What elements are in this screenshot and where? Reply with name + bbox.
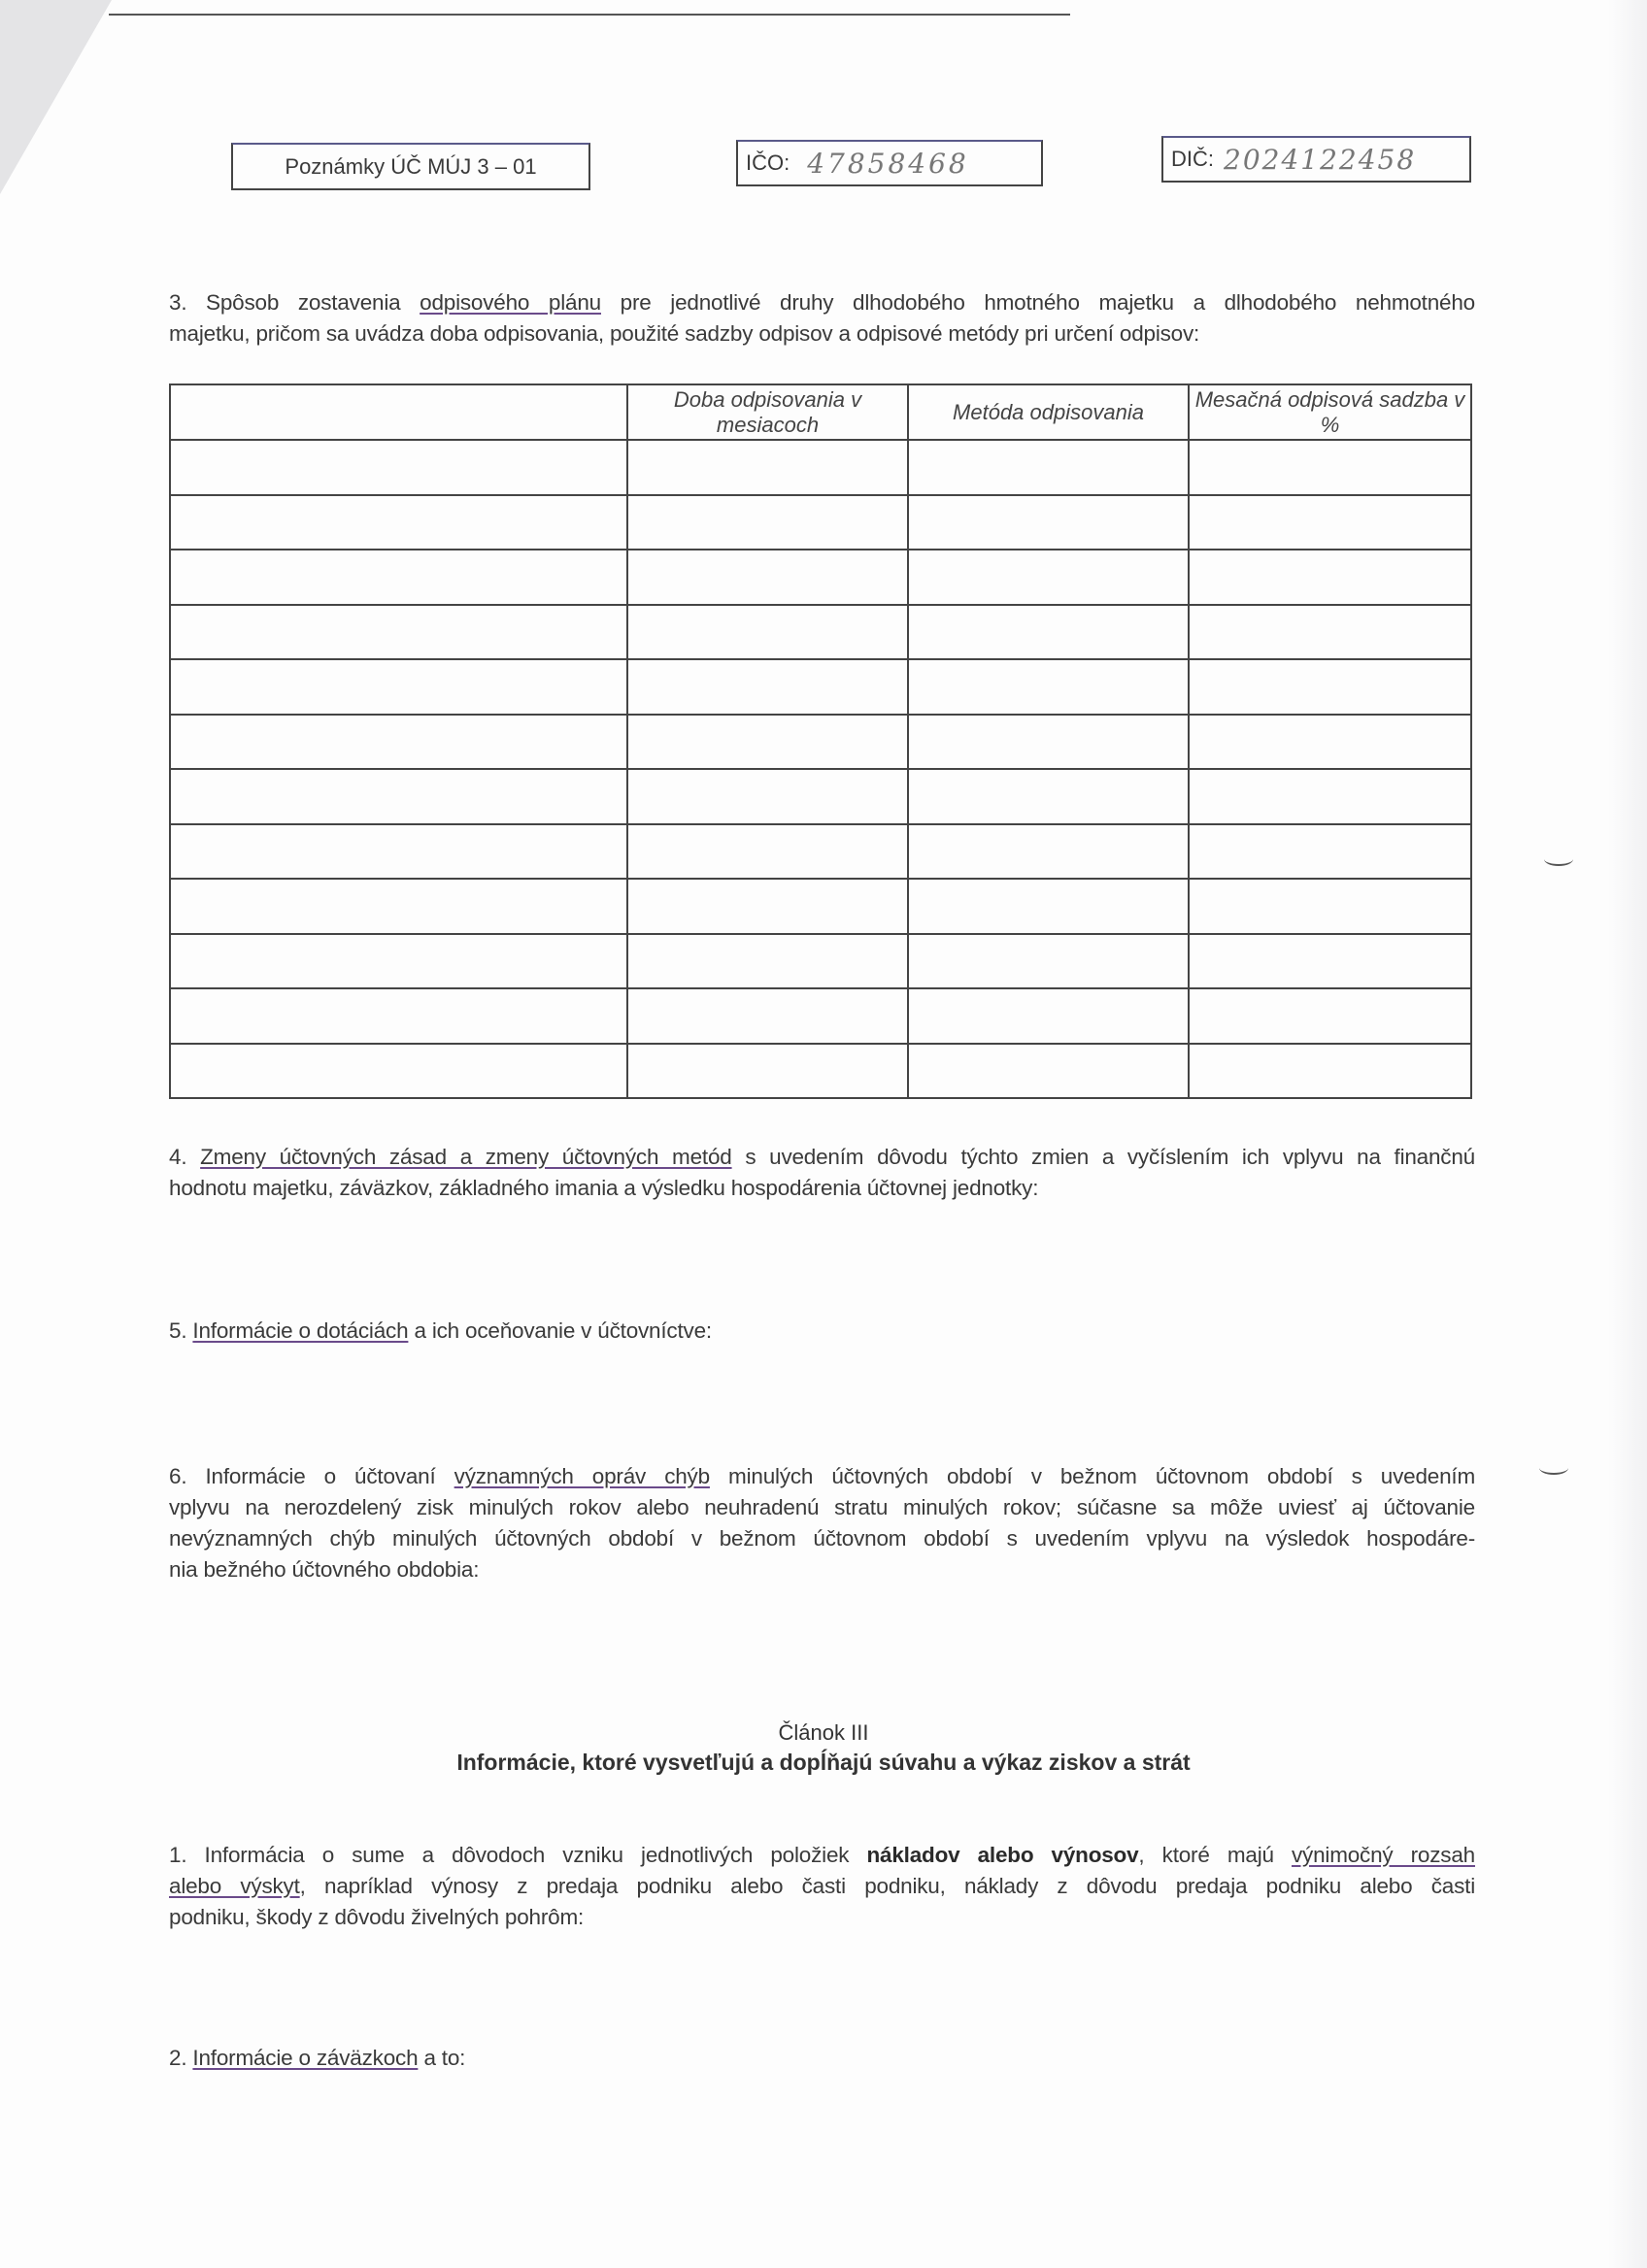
folded-corner: [0, 0, 112, 194]
table-cell[interactable]: [908, 605, 1189, 660]
table-row: [170, 440, 1471, 495]
section-6-text: 6. Informácie o účtovaní významných opráv chýb minulých účtovných období v bežnom účtovnom období s uvedením vplyvu na nerozdelený zisk minulých rokov alebo neuhradenú stratu minulých rokov; súčasne sa môže uviesť aj účtovanie nevýznamných chýb minulých účtovných období v bežnom účtovnom období s uvedením vplyvu na výsledok hospodáre- nia bežného účtovného obdobia:: [169, 1464, 1475, 1582]
table-cell[interactable]: [908, 988, 1189, 1044]
table-cell[interactable]: [627, 769, 908, 824]
table-row: [170, 659, 1471, 715]
table-cell[interactable]: [170, 879, 627, 934]
table-cell[interactable]: [170, 605, 627, 660]
table-cell[interactable]: [170, 1044, 627, 1099]
table-row: [170, 988, 1471, 1044]
section-4-text: 4. Zmeny účtovných zásad a zmeny účtovných metód s uvedením dôvodu týchto zmien a vyčíslením ich vplyvu na finančnú hodnotu majetku, záväzkov, základného imania a výsledku hospodárenia účtovnej jednotky:: [169, 1145, 1475, 1200]
table-cell[interactable]: [627, 1044, 908, 1099]
table-cell[interactable]: [627, 715, 908, 770]
underlined-term: Informácie o dotáciách: [192, 1318, 409, 1343]
table-cell[interactable]: [627, 495, 908, 550]
form-label: Poznámky ÚČ MÚJ 3 – 01: [285, 153, 537, 179]
column-header-asset: [170, 384, 627, 440]
table-cell[interactable]: [1189, 988, 1471, 1044]
table-cell[interactable]: [908, 715, 1189, 770]
table-cell[interactable]: [908, 824, 1189, 880]
table-row: [170, 550, 1471, 605]
dic-label: DIČ:: [1171, 147, 1214, 171]
ico-box: [736, 140, 1043, 186]
table-cell[interactable]: [170, 934, 627, 989]
article-3-item-2: 2. Informácie o záväzkoch a to:: [169, 2046, 466, 2070]
table-cell[interactable]: [908, 934, 1189, 989]
column-header-method: Metóda odpisovania: [908, 384, 1189, 440]
table-cell[interactable]: [170, 769, 627, 824]
table-cell[interactable]: [908, 1044, 1189, 1099]
table-cell[interactable]: [627, 934, 908, 989]
table-cell[interactable]: [1189, 605, 1471, 660]
table-header-row: [170, 384, 1471, 440]
form-label-box: [231, 143, 590, 190]
table-row: [170, 715, 1471, 770]
table-cell[interactable]: [170, 824, 627, 880]
table-cell[interactable]: [627, 605, 908, 660]
dic-value[interactable]: 2024122458: [1224, 143, 1417, 176]
table-cell[interactable]: [908, 879, 1189, 934]
table-cell[interactable]: [908, 440, 1189, 495]
table-row: [170, 1044, 1471, 1099]
table-cell[interactable]: [627, 440, 908, 495]
table-cell[interactable]: [1189, 659, 1471, 715]
underlined-term: výnimočný rozsah: [1291, 1843, 1475, 1867]
article-3-item-1: 1. Informácia o sume a dôvodoch vzniku jednotlivých položiek nákladov alebo výnosov, ktoré majú výnimočný rozsah alebo výskyt, napríklad výnosy z predaja podniku alebo časti podniku, náklady z dôvodu predaja podniku alebo časti podniku, škody z dôvodu živelných pohrôm:: [169, 1843, 1476, 1929]
table-cell[interactable]: [627, 824, 908, 880]
ico-label: IČO:: [746, 150, 790, 175]
section-3-text: 3. Spôsob zostavenia odpisového plánu pre jednotlivé druhy dlhodobého hmotného majetku a dlhodobého nehmotného majetku, pričom sa uvádza doba odpisovania, použité sadzby odpisov a odpisové metódy pri určení odpisov:: [169, 290, 1475, 346]
table-row: [170, 934, 1471, 989]
underlined-term: Zmeny účtovných zásad a zmeny účtovných metód: [200, 1145, 732, 1169]
underlined-term: významných opráv chýb: [454, 1464, 710, 1488]
table-cell[interactable]: [1189, 495, 1471, 550]
table-cell[interactable]: [908, 659, 1189, 715]
table-cell[interactable]: [170, 440, 627, 495]
table-cell[interactable]: [1189, 769, 1471, 824]
scan-mark: [1539, 1461, 1568, 1475]
table-row: [170, 605, 1471, 660]
table-cell[interactable]: [1189, 1044, 1471, 1099]
table-cell[interactable]: [170, 988, 627, 1044]
underlined-term: odpisového plánu: [420, 290, 601, 315]
section-5-text: 5. Informácie o dotáciách a ich oceňovanie v účtovníctve:: [169, 1318, 712, 1343]
column-header-rate: Mesačná odpisová sadzba v %: [1189, 384, 1471, 440]
table-cell[interactable]: [170, 495, 627, 550]
table-cell[interactable]: [908, 495, 1189, 550]
table-cell[interactable]: [627, 988, 908, 1044]
table-cell[interactable]: [627, 879, 908, 934]
table-cell[interactable]: [1189, 715, 1471, 770]
article-title: Článok III: [778, 1720, 869, 1745]
table-row: [170, 824, 1471, 880]
table-cell[interactable]: [627, 550, 908, 605]
column-header-period: Doba odpisovania v mesiacoch: [627, 384, 908, 440]
dic-box: [1161, 136, 1471, 183]
table-cell[interactable]: [1189, 824, 1471, 880]
table-cell[interactable]: [1189, 879, 1471, 934]
table-cell[interactable]: [627, 659, 908, 715]
underlined-term: alebo výskyt: [169, 1874, 300, 1898]
table-row: [170, 879, 1471, 934]
table-cell[interactable]: [908, 769, 1189, 824]
table-cell[interactable]: [908, 550, 1189, 605]
table-cell[interactable]: [1189, 934, 1471, 989]
table-row: [170, 495, 1471, 550]
ico-value[interactable]: 47858468: [807, 147, 969, 180]
table-cell[interactable]: [1189, 440, 1471, 495]
table-cell[interactable]: [170, 715, 627, 770]
table-cell[interactable]: [170, 550, 627, 605]
page-edge: [1608, 0, 1647, 2268]
underlined-term: Informácie o záväzkoch: [192, 2046, 419, 2070]
scan-mark: [1544, 852, 1573, 866]
table-cell[interactable]: [170, 659, 627, 715]
table-cell[interactable]: [1189, 550, 1471, 605]
table-row: [170, 769, 1471, 824]
article-subtitle: Informácie, ktoré vysvetľujú a dopĺňajú súvahu a výkaz ziskov a strát: [456, 1750, 1191, 1775]
top-rule: [109, 14, 1070, 16]
depreciation-table: [169, 384, 1472, 1099]
